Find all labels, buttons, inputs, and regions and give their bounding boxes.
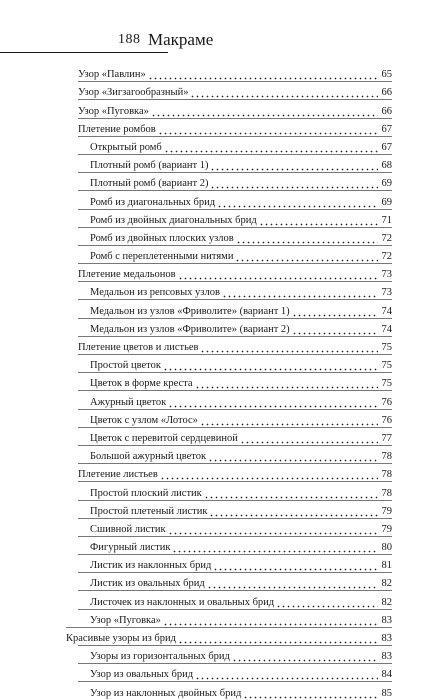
toc-entry-page: 69 bbox=[381, 178, 392, 190]
dot-leader bbox=[213, 559, 378, 571]
dot-leader bbox=[178, 632, 378, 644]
dot-leader bbox=[172, 541, 378, 553]
toc-entry-title: Красивые узоры из брид bbox=[66, 633, 176, 644]
dot-leader bbox=[178, 268, 378, 280]
toc-entry-page: 81 bbox=[381, 560, 392, 572]
toc-entry-page: 83 bbox=[381, 614, 392, 626]
dot-leader bbox=[276, 596, 378, 608]
dot-leader bbox=[200, 414, 378, 426]
toc-entry-title: Узор «Зигзагообразный» bbox=[78, 87, 189, 99]
dot-leader bbox=[148, 68, 378, 80]
header-rule bbox=[0, 52, 168, 53]
toc-entry-title: Цветок с узлом «Лотос» bbox=[90, 414, 198, 426]
toc-entry bbox=[78, 227, 392, 245]
toc-entry bbox=[78, 354, 392, 372]
dot-leader bbox=[195, 377, 378, 389]
toc-entry bbox=[66, 627, 392, 645]
toc-entry bbox=[78, 81, 392, 99]
toc-entry-title: Ромб из двойных диагональных брид bbox=[90, 214, 257, 226]
dot-leader bbox=[210, 177, 378, 189]
toc-entry bbox=[78, 99, 392, 117]
toc-entry bbox=[78, 536, 392, 554]
dot-leader bbox=[204, 487, 378, 499]
toc-entry bbox=[78, 463, 392, 481]
toc-entry-title: Ромб из двойных плоских узлов bbox=[90, 232, 234, 244]
toc-entry bbox=[78, 500, 392, 518]
toc-entry-title: Медальон из репсовых узлов bbox=[90, 287, 220, 299]
toc-entry-page: 72 bbox=[381, 232, 392, 244]
toc-entry-title: Плотный ромб (вариант 2) bbox=[90, 178, 209, 190]
toc-entry-page: 68 bbox=[381, 160, 392, 172]
toc-entry-page: 83 bbox=[381, 651, 392, 663]
toc-entry-page: 74 bbox=[381, 323, 392, 335]
toc-entry-title: Плетение ромбов bbox=[78, 123, 156, 135]
toc-entry bbox=[78, 390, 392, 408]
toc-entry-title: Плетение цветов и листьев bbox=[78, 342, 199, 353]
dot-leader bbox=[163, 359, 378, 371]
toc-entry-title: Плотный ромб (вариант 1) bbox=[90, 160, 209, 172]
toc-entry-title: Листик из овальных брид bbox=[90, 578, 205, 590]
toc-entry-page: 69 bbox=[381, 196, 392, 208]
toc-entry bbox=[78, 481, 392, 499]
dot-leader bbox=[210, 159, 378, 171]
toc-entry-page: 78 bbox=[381, 487, 392, 499]
toc-entry bbox=[78, 590, 392, 608]
dot-leader bbox=[160, 468, 378, 480]
toc-entry bbox=[78, 154, 392, 172]
toc-entry-title: Плетение медальонов bbox=[78, 269, 176, 281]
dot-leader bbox=[292, 323, 378, 335]
toc-entry bbox=[78, 263, 392, 281]
toc-entry-title: Медальон из узлов «Фриволите» (вариант 2) bbox=[90, 323, 290, 335]
dot-leader bbox=[208, 450, 378, 462]
toc-entry-page: 67 bbox=[381, 123, 392, 135]
dot-leader bbox=[292, 305, 378, 317]
dot-leader bbox=[236, 232, 378, 244]
toc-entry bbox=[78, 609, 392, 627]
toc-entry bbox=[78, 445, 392, 463]
toc-entry bbox=[78, 281, 392, 299]
dot-leader bbox=[158, 123, 378, 135]
toc-entry-title: Простой плоский листик bbox=[90, 487, 202, 499]
toc-entry bbox=[78, 63, 392, 81]
dot-leader bbox=[243, 687, 378, 699]
dot-leader bbox=[151, 105, 378, 117]
dot-leader bbox=[209, 505, 378, 517]
toc-entry-page: 85 bbox=[381, 687, 392, 699]
toc-entry-page: 77 bbox=[381, 432, 392, 444]
toc-entry bbox=[78, 409, 392, 427]
toc-entry bbox=[78, 336, 392, 354]
toc-entry-title: Сшивной листик bbox=[90, 523, 166, 535]
toc-entry-page: 79 bbox=[381, 505, 392, 517]
toc-entry-page: 75 bbox=[381, 342, 392, 353]
toc-entry-page: 84 bbox=[381, 669, 392, 681]
toc-entry-page: 82 bbox=[381, 596, 392, 608]
toc-entry-title: Узор из овальных брид bbox=[90, 669, 194, 681]
dot-leader bbox=[164, 141, 378, 153]
toc-entry-page: 67 bbox=[381, 141, 392, 153]
toc-entry bbox=[78, 318, 392, 336]
toc-entry-page: 76 bbox=[381, 396, 392, 408]
toc-entry-page: 83 bbox=[381, 633, 392, 644]
dot-leader bbox=[168, 523, 378, 535]
toc-entry-page: 79 bbox=[381, 523, 392, 535]
running-header bbox=[0, 32, 426, 52]
toc-entry-title: Узоры из горизонтальных брид bbox=[90, 651, 230, 663]
toc-entry bbox=[78, 518, 392, 536]
toc-entry bbox=[78, 663, 392, 681]
dot-leader bbox=[222, 286, 378, 298]
toc-entry bbox=[78, 645, 392, 663]
dot-leader bbox=[207, 577, 378, 589]
toc-entry bbox=[78, 172, 392, 190]
toc-entry-page: 65 bbox=[381, 69, 392, 81]
toc-entry-title: Узор из наклонных двойных брид bbox=[90, 687, 242, 699]
toc-entry-title: Узор «Пуговка» bbox=[90, 614, 161, 626]
toc-entry-page: 78 bbox=[381, 469, 392, 481]
toc-entry bbox=[78, 572, 392, 590]
toc-entry-page: 72 bbox=[381, 251, 392, 263]
dot-leader bbox=[195, 668, 378, 680]
toc-entry-title: Медальон из узлов «Фриволите» (вариант 1) bbox=[90, 305, 290, 317]
toc-entry-page: 66 bbox=[381, 87, 392, 99]
toc-entry bbox=[78, 554, 392, 572]
dot-leader bbox=[217, 196, 378, 208]
dot-leader bbox=[259, 214, 378, 226]
toc-entry-page: 82 bbox=[381, 578, 392, 590]
dot-leader bbox=[190, 86, 378, 98]
toc-entry-title: Цветок в форме креста bbox=[90, 378, 193, 390]
dot-leader bbox=[235, 250, 378, 262]
toc-entry-title: Открытый ромб bbox=[90, 141, 162, 153]
toc-entry-page: 78 bbox=[381, 451, 392, 463]
toc-entry-title: Большой ажурный цветок bbox=[90, 451, 207, 463]
toc-entry bbox=[78, 299, 392, 317]
toc-entry-title: Ромб с переплетенными нитями bbox=[90, 251, 234, 263]
toc-entry-page: 75 bbox=[381, 360, 392, 372]
toc-entry-title: Фигурный листик bbox=[90, 542, 171, 554]
toc-entry-page: 73 bbox=[381, 287, 392, 299]
toc-entry-page: 75 bbox=[381, 378, 392, 390]
toc-entry-page: 66 bbox=[381, 105, 392, 117]
toc-entry-title: Листик из наклонных брид bbox=[90, 560, 212, 572]
toc-entry-title: Узор «Пуговка» bbox=[78, 105, 149, 117]
toc-entry-title: Ромб из диагональных брид bbox=[90, 196, 216, 208]
toc-entry bbox=[78, 372, 392, 390]
dot-leader bbox=[200, 341, 378, 353]
toc-entry-page: 80 bbox=[381, 542, 392, 554]
toc-entry-page: 76 bbox=[381, 414, 392, 426]
dot-leader bbox=[168, 396, 378, 408]
toc-entry bbox=[78, 209, 392, 227]
toc-entry-title: Цветок с перевитой сердцевиной bbox=[90, 432, 238, 444]
table-of-contents bbox=[66, 63, 392, 700]
book-title: Макраме bbox=[148, 30, 214, 49]
toc-entry-title: Листочек из наклонных и овальных брид bbox=[90, 596, 275, 608]
toc-entry bbox=[78, 245, 392, 263]
toc-entry-title: Ажурный цветок bbox=[90, 396, 167, 408]
toc-entry-page: 71 bbox=[381, 214, 392, 226]
dot-leader bbox=[240, 432, 378, 444]
toc-entry bbox=[78, 118, 392, 136]
toc-entry bbox=[78, 681, 392, 699]
toc-entry-title: Узор «Павлин» bbox=[78, 69, 146, 81]
toc-entry-title: Простой плетеный листик bbox=[90, 505, 208, 517]
dot-leader bbox=[232, 650, 378, 662]
toc-entry-title: Плетение листьев bbox=[78, 469, 158, 481]
toc-entry bbox=[78, 190, 392, 208]
toc-entry-title: Простой цветок bbox=[90, 360, 161, 372]
page-number: 188 bbox=[118, 32, 141, 47]
toc-entry-page: 73 bbox=[381, 269, 392, 281]
toc-entry-page: 74 bbox=[381, 305, 392, 317]
toc-entry bbox=[78, 427, 392, 445]
toc-entry bbox=[78, 136, 392, 154]
dot-leader bbox=[163, 614, 378, 626]
